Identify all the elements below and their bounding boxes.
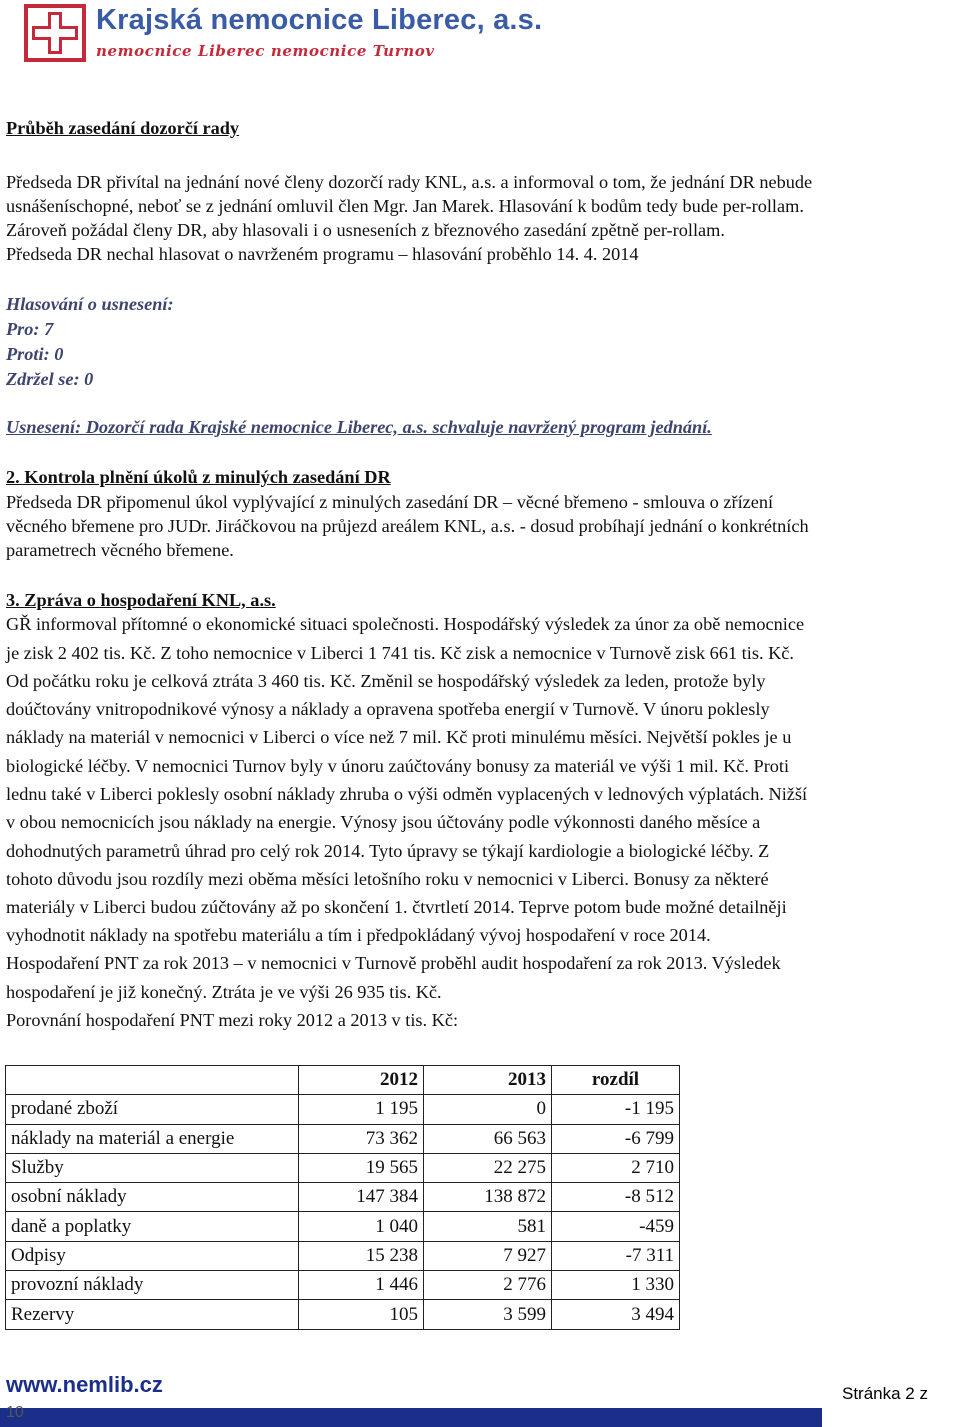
cell-diff: 1 330 (552, 1271, 680, 1300)
table-row (6, 1241, 680, 1270)
item2-line: Předseda DR připomenul úkol vyplývající z minulých zasedání DR – věcné břemeno - smlouva o zřízení (6, 492, 774, 512)
intro-line: Zároveň požádal členy DR, aby hlasovali i o usneseních z březnového zasedání zpětně per-rollam. (6, 220, 725, 240)
item2-line: věcného břemene pro JUDr. Jiráčkovou na průjezd areálem KNL, a.s. - dosud probíhají jednání o konkrétních (6, 516, 809, 536)
table-header-cell: rozdíl (552, 1066, 680, 1095)
cell-2012: 147 384 (299, 1183, 424, 1212)
brand-name: Krajská nemocnice Liberec, a.s. (96, 4, 543, 36)
item3-line: materiály v Liberci budou zúčtovány až po skončení 1. čtvrtletí 2014. Teprve potom bude možné detailněji (6, 897, 787, 917)
vote-abstain: Zdržel se: 0 (6, 369, 94, 389)
page-header (0, 0, 960, 80)
cell-2012: 1 446 (299, 1271, 424, 1300)
item3-line: vyhodnotit náklady na spotřebu materiálu a tím i předpokládaný vývoj hospodaření v roce 2014. (6, 925, 711, 945)
cell-diff: -8 512 (552, 1183, 680, 1212)
row-label: osobní náklady (6, 1183, 299, 1212)
cell-2013: 581 (424, 1212, 552, 1241)
item3-line: lednu také v Liberci poklesly osobní náklady zhruba o výši odměn vyplacených v lednových výplatách. Nižší (6, 784, 808, 804)
section-title: Průběh zasedání dozorčí rady (6, 118, 240, 138)
brand-subtitle: nemocnice Liberec nemocnice Turnov (96, 42, 435, 60)
cell-diff: -459 (552, 1212, 680, 1241)
cell-2013: 3 599 (424, 1300, 552, 1329)
item3-line: doúčtovány vnitropodnikové výnosy a náklady a opravena spotřeba energií v Turnově. V únoru poklesly (6, 699, 770, 719)
hospital-cross-logo-icon (24, 4, 86, 62)
intro-line: usnášeníschopné, neboť se z jednání omluvil člen Mgr. Jan Marek. Hlasování k bodům tedy bude per-rollam. (6, 196, 804, 216)
row-label: náklady na materiál a energie (6, 1124, 299, 1153)
cell-2012: 19 565 (299, 1153, 424, 1182)
cell-diff: -1 195 (552, 1095, 680, 1124)
footer-page-box (822, 1408, 960, 1427)
cell-2013: 0 (424, 1095, 552, 1124)
table-header-row (6, 1066, 680, 1095)
vote-proti: Proti: 0 (6, 344, 64, 364)
page-indicator: Stránka 2 z (842, 1384, 928, 1403)
footer-website-link[interactable]: www.nemlib.cz (6, 1372, 163, 1397)
intro-line: Předseda DR přivítal na jednání nové členy dozorčí rady KNL, a.s. a informoval o tom, že jednání DR nebude (6, 172, 813, 192)
table-row (6, 1212, 680, 1241)
item3-line: tohoto důvodu jsou rozdíly mezi oběma měsíci letošního roku v nemocnici v Liberci. Bonusy za některé (6, 869, 769, 889)
resolution-text: Usnesení: Dozorčí rada Krajské nemocnice Liberec, a.s. schvaluje navržený program jednání. (6, 417, 712, 437)
item3-line: Hospodaření PNT za rok 2013 – v nemocnici v Turnově proběhl audit hospodaření za rok 2013. Výsledek (6, 953, 781, 973)
cell-2013: 2 776 (424, 1271, 552, 1300)
intro-line: Předseda DR nechal hlasovat o navrženém programu – hlasování proběhlo 14. 4. 2014 (6, 244, 639, 264)
footer-bar (0, 1408, 960, 1427)
footer-page-number: 10 (6, 1404, 24, 1421)
cell-diff: -6 799 (552, 1124, 680, 1153)
row-label: daně a poplatky (6, 1212, 299, 1241)
cell-2012: 1 195 (299, 1095, 424, 1124)
cell-2012: 105 (299, 1300, 424, 1329)
table-row (6, 1124, 680, 1153)
cell-2013: 66 563 (424, 1124, 552, 1153)
cell-2013: 7 927 (424, 1241, 552, 1270)
cell-2012: 1 040 (299, 1212, 424, 1241)
table-row (6, 1183, 680, 1212)
cell-2012: 15 238 (299, 1241, 424, 1270)
cell-diff: 2 710 (552, 1153, 680, 1182)
item3-line: GŘ informoval přítomné o ekonomické situaci společnosti. Hospodářský výsledek za únor za obě nemocnice (6, 614, 805, 634)
pnt-comparison-table (5, 1065, 680, 1330)
item3-line: náklady na materiál v nemocnici v Liberci o více než 7 mil. Kč proti minulému měsíci. Největší pokles je u (6, 727, 792, 747)
table-header-cell: 2012 (299, 1066, 424, 1095)
vote-pro: Pro: 7 (6, 319, 54, 339)
item3-title: 3. Zpráva o hospodaření KNL, a.s. (6, 590, 276, 610)
cell-2013: 22 275 (424, 1153, 552, 1182)
item3-line: v obou nemocnicích jsou náklady na energie. Výnosy jsou účtovány podle výkonnosti daného měsíce a (6, 812, 761, 832)
cell-diff: 3 494 (552, 1300, 680, 1329)
item3-line: biologické léčby. V nemocnici Turnov byly v únoru zaúčtovány bonusy za materiál ve výši 1 mil. Kč. Proti (6, 756, 790, 776)
table-row (6, 1271, 680, 1300)
cell-diff: -7 311 (552, 1241, 680, 1270)
row-label: provozní náklady (6, 1271, 299, 1300)
row-label: Odpisy (6, 1241, 299, 1270)
row-label: Rezervy (6, 1300, 299, 1329)
item2-line: parametrech věcného břemene. (6, 540, 234, 560)
cell-2012: 73 362 (299, 1124, 424, 1153)
item3-line: Od počátku roku je celková ztráta 3 460 tis. Kč. Změnil se hospodářský výsledek za leden, protože byly (6, 671, 766, 691)
item3-line: je zisk 2 402 tis. Kč. Z toho nemocnice v Liberci 1 741 tis. Kč zisk a nemocnice v Turnově zisk 661 tis. Kč. (6, 643, 794, 663)
row-label: prodané zboží (6, 1095, 299, 1124)
table-row (6, 1095, 680, 1124)
item3-line: dohodnutých parametrů úhrad pro celý rok 2014. Tyto úpravy se týkají kardiologie a biologické léčby. Z (6, 841, 770, 861)
cell-2013: 138 872 (424, 1183, 552, 1212)
table-row (6, 1300, 680, 1329)
row-label: Služby (6, 1153, 299, 1182)
vote-heading: Hlasování o usnesení: (6, 294, 174, 314)
table-header-cell (6, 1066, 299, 1095)
item2-title: 2. Kontrola plnění úkolů z minulých zasedání DR (6, 467, 391, 487)
item3-line: Porovnání hospodaření PNT mezi roky 2012 a 2013 v tis. Kč: (6, 1010, 459, 1030)
table-header-cell: 2013 (424, 1066, 552, 1095)
item3-line: hospodaření je již konečný. Ztráta je ve výši 26 935 tis. Kč. (6, 982, 442, 1002)
table-row (6, 1153, 680, 1182)
